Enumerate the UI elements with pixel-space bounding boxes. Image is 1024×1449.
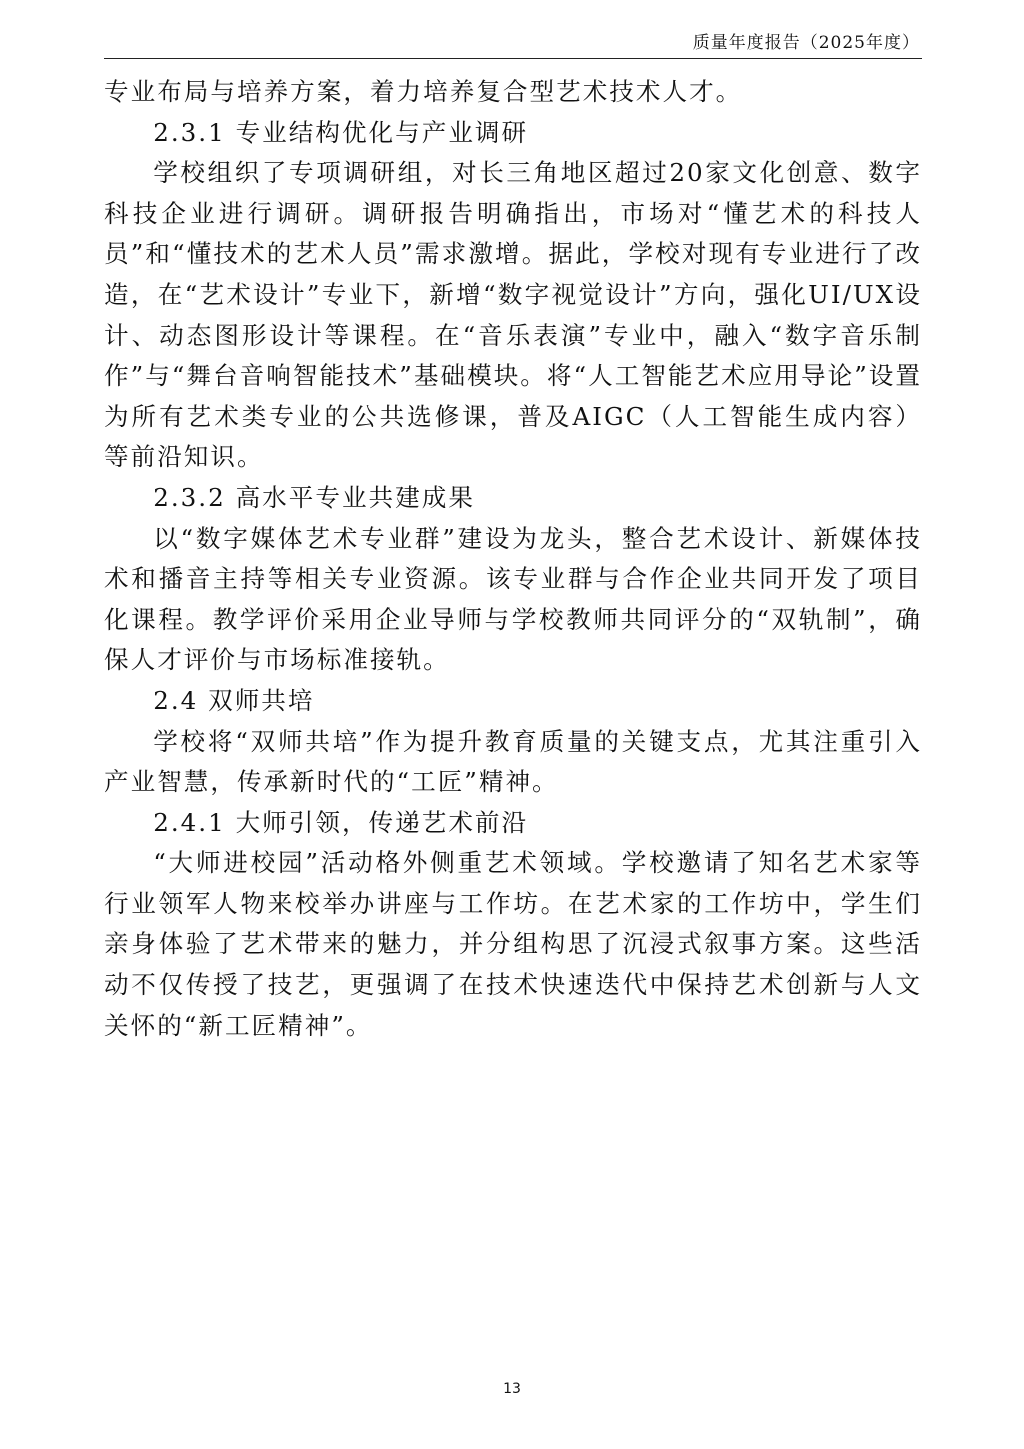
page-number: 13: [503, 1381, 521, 1397]
running-header: [104, 28, 922, 59]
paragraph-continuation: 专业布局与培养方案，着力培养复合型艺术技术人才。: [104, 77, 743, 106]
paragraph-2-4-1: “大师进校园”活动格外侧重艺术领域。学校邀请了知名艺术家等行业领军人物来校举办讲座与工作坊。在艺术家的工作坊中，学生们亲身体验了艺术带来的魅力，并分组构思了沉浸式叙事方案。这些活动不仅传授了技艺，更强调了在技术快速迭代中保持艺术创新与人文关怀的“新工匠精神”。: [104, 848, 922, 1040]
section-heading-2-4-1: 2.4.1 大师引领，传递艺术前沿: [153, 807, 529, 837]
paragraph-2-3-1: 学校组织了专项调研组，对长三角地区超过20家文化创意、数字科技企业进行调研。调研报告明确指出，市场对“懂艺术的科技人员”和“懂技术的艺术人员”需求激增。据此，学校对现有专业进行了改造，在“艺术设计”专业下，新增“数字视觉设计”方向，强化UI/UX设计、动态图形设计等课程。在“音乐表演”专业中，融入“数字音乐制作”与“舞台音响智能技术”基础模块。将“人工智能艺术应用导论”设置为所有艺术类专业的公共选修课，普及AIGC（人工智能生成内容）等前沿知识。: [104, 158, 922, 472]
section-heading-2-4: 2.4 双师共培: [153, 685, 315, 715]
section-heading-2-3-2: 2.3.2 高水平专业共建成果: [153, 482, 475, 512]
paragraph-2-3-2: 以“数字媒体艺术专业群”建设为龙头，整合艺术设计、新媒体技术和播音主持等相关专业资源。该专业群与合作企业共同开发了项目化课程。教学评价采用企业导师与学校教师共同评分的“双轨制”，确保人才评价与市场标准接轨。: [104, 523, 922, 675]
section-heading-2-3-1: 2.3.1 专业结构优化与产业调研: [153, 117, 529, 147]
document-body: [104, 72, 922, 1046]
paragraph-2-4: 学校将“双师共培”作为提升教育质量的关键支点，尤其注重引入产业智慧，传承新时代的“工匠”精神。: [104, 726, 922, 797]
running-header-title: 质量年度报告（2025年度）: [692, 33, 920, 53]
